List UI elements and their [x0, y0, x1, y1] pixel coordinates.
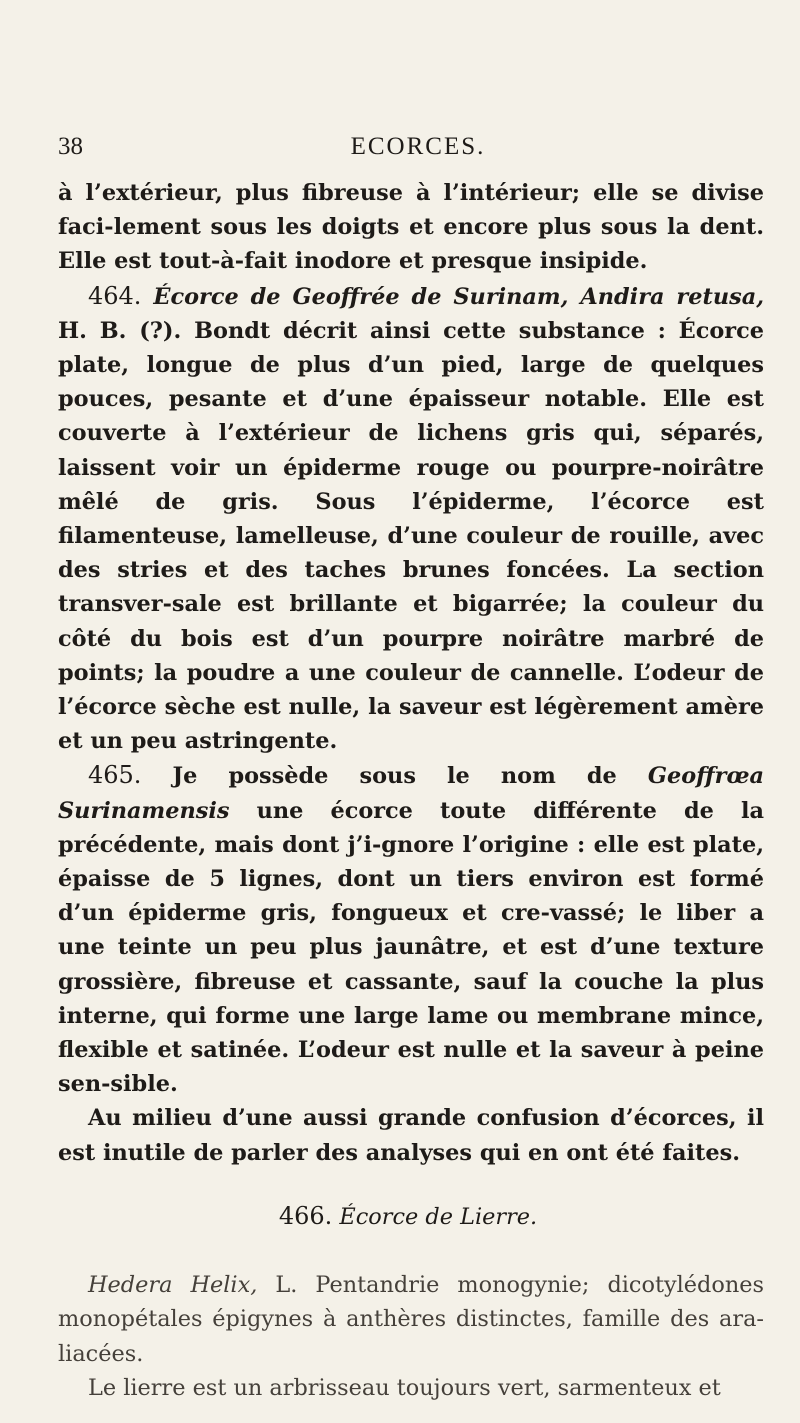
species-name: Geoffrœa Surinamensis: [58, 763, 764, 824]
running-title: ECORCES.: [350, 133, 486, 160]
section-heading-466: [58, 1199, 764, 1234]
paragraph-text: à l’extérieur, plus fibreuse à l’intérieur; elle se divise faci-lement sous les doigts et encore plus sous la dent. Elle est tout-à-fait inodore et presque insipide.: [58, 180, 764, 275]
paragraph-text: H. B. (?). Bondt décrit ainsi cette substance : Écorce plate, longue de plus d’un pied, large de quelques pouces, pesante et d’une épaisseur notable. Elle est couverte à l’extérieur de lichens gris qui, séparés, laissent voir un épiderme rouge ou pourpre-noirâtre mêlé de gris. Sous l’épiderme, l’écorce est filamenteuse, lamelleuse, d’une couleur de rouille, avec des stries et des taches brunes foncées. La section transver-sale est brillante et bigarrée; la couleur du côté du bois est d’un pourpre noirâtre marbré de points; la poudre a une couleur de cannelle. L’odeur de l’écorce sèche est nulle, la saveur est légèrement amère et un peu astringente.: [58, 317, 764, 755]
paragraph-lierre: [58, 1371, 764, 1405]
paragraph-text: Je possède sous le nom de: [172, 763, 617, 790]
paragraph-text: Au milieu d’une aussi grande confusion d’écorces, il est inutile de parler des analyses qui en ont été faites.: [58, 1105, 764, 1166]
section-number: 466.: [278, 1201, 333, 1230]
species-name: Andira retusa,: [580, 283, 765, 310]
paragraph-464: [58, 279, 764, 759]
body-text: [58, 176, 764, 1405]
paragraph-465: [58, 758, 764, 1101]
paragraph-text: une écorce toute différente de la précédente, mais dont j’i-gnore l’origine : elle est plate, épaisse de 5 lignes, dont un tiers environ est formé d’un épiderme gris, fongueux et cre-vassé; le liber a une teinte un peu plus jaunâtre, et est d’une texture grossière, fibreuse et cassante, sauf la couche la plus interne, qui forme une large lame ou membrane mince, flexible et satinée. L’odeur est nulle et la saveur à peine sen-sible.: [58, 797, 764, 1098]
section-title: Écorce de Geoffrée de Surinam,: [153, 283, 569, 310]
paragraph-text: Le lierre est un arbrisseau toujours vert, sarmenteux et: [88, 1374, 721, 1401]
page-number: 38: [58, 133, 83, 160]
section-number: 465.: [88, 761, 142, 790]
page-header: [58, 133, 748, 167]
paragraph-milieu: [58, 1101, 764, 1169]
paragraph-text: L. Pentandrie monogynie; dicotylédones monopétales épigynes à anthères distinctes, famille des ara-liacées.: [58, 1272, 764, 1367]
paragraph-hedera: [58, 1268, 764, 1371]
species-name: Hedera Helix,: [88, 1272, 258, 1299]
paragraph-continuation: [58, 176, 764, 279]
section-number: 464.: [88, 281, 142, 310]
section-title: Écorce de Lierre.: [339, 1203, 538, 1230]
